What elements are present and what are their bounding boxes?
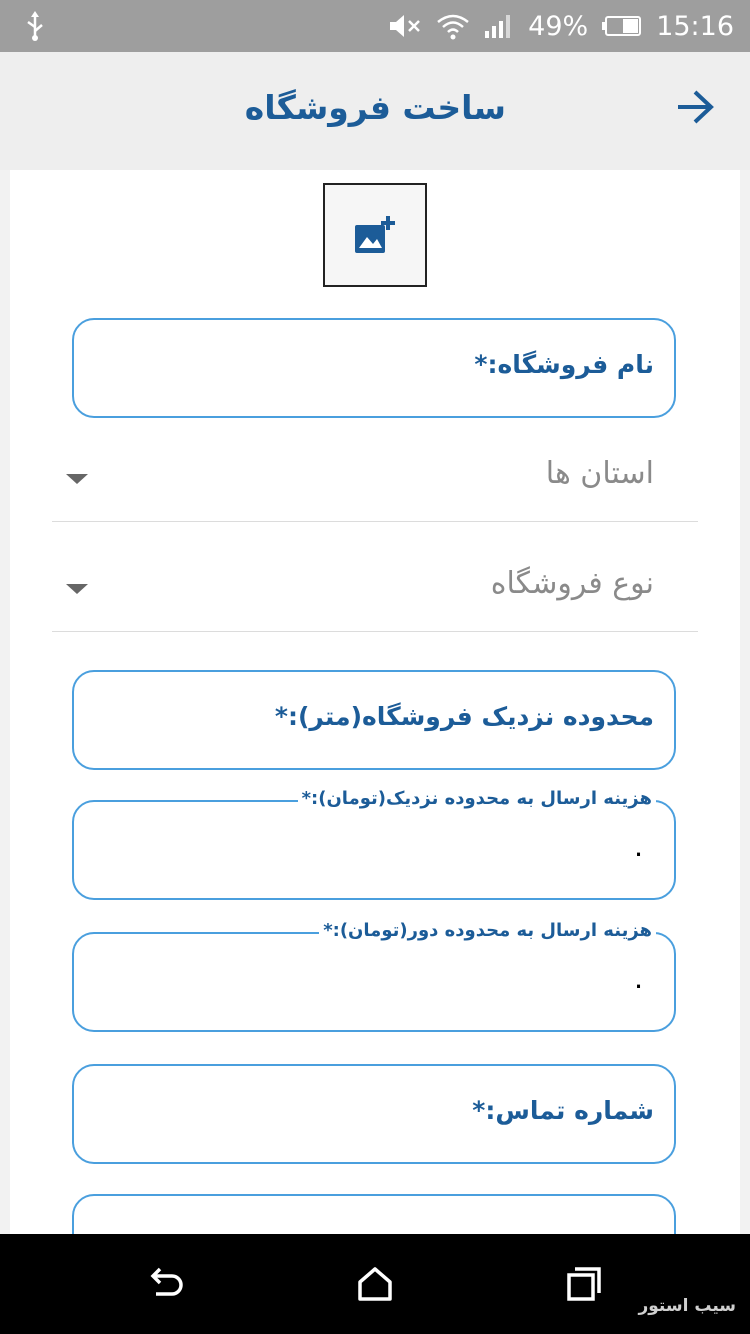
recents-nav-button[interactable] — [562, 1262, 606, 1306]
battery-icon — [602, 15, 642, 37]
store-name-field[interactable] — [72, 318, 676, 418]
mute-icon — [388, 12, 422, 40]
near-range-field[interactable] — [72, 670, 676, 770]
store-image-picker[interactable] — [323, 183, 427, 287]
store-name-label: نام فروشگاه:* — [474, 350, 654, 379]
provinces-dropdown-label: استان ها — [545, 456, 654, 491]
clock: 15:16 — [656, 10, 734, 42]
home-nav-icon — [356, 1266, 394, 1302]
arrow-right-icon — [675, 89, 715, 125]
usb-icon — [24, 11, 46, 41]
signal-icon — [484, 13, 514, 39]
battery-percent: 49% — [528, 10, 589, 42]
store-type-dropdown-label: نوع فروشگاه — [490, 566, 654, 601]
provinces-dropdown[interactable] — [52, 442, 698, 522]
back-button[interactable] — [670, 82, 720, 132]
recents-nav-icon — [565, 1265, 603, 1303]
store-type-dropdown[interactable] — [52, 552, 698, 632]
near-range-label: محدوده نزدیک فروشگاه(متر):* — [274, 702, 654, 731]
page-title: ساخت فروشگاه — [244, 88, 506, 127]
form-card — [10, 170, 740, 1234]
home-nav-button[interactable] — [353, 1262, 397, 1306]
near-shipping-cost-value: ۰ — [630, 836, 646, 869]
add-photo-icon — [353, 215, 397, 255]
status-bar — [0, 0, 750, 52]
watermark: سیب استور — [638, 1296, 736, 1316]
dropdown-arrow-icon — [66, 474, 88, 484]
navigation-bar — [0, 1234, 750, 1334]
near-shipping-cost-label: هزینه ارسال به محدوده نزدیک(تومان):* — [298, 788, 656, 809]
wifi-icon — [436, 12, 470, 40]
back-nav-button[interactable] — [144, 1262, 188, 1306]
near-shipping-cost-input[interactable] — [72, 788, 676, 900]
far-shipping-cost-value: ۰ — [630, 968, 646, 1001]
back-nav-icon — [146, 1266, 186, 1302]
far-shipping-cost-input[interactable] — [72, 920, 676, 1032]
app-bar — [0, 52, 750, 170]
dropdown-arrow-icon — [66, 584, 88, 594]
phone-field[interactable] — [72, 1064, 676, 1164]
phone-label: شماره تماس:* — [472, 1096, 654, 1125]
far-shipping-cost-label: هزینه ارسال به محدوده دور(تومان):* — [319, 920, 656, 941]
